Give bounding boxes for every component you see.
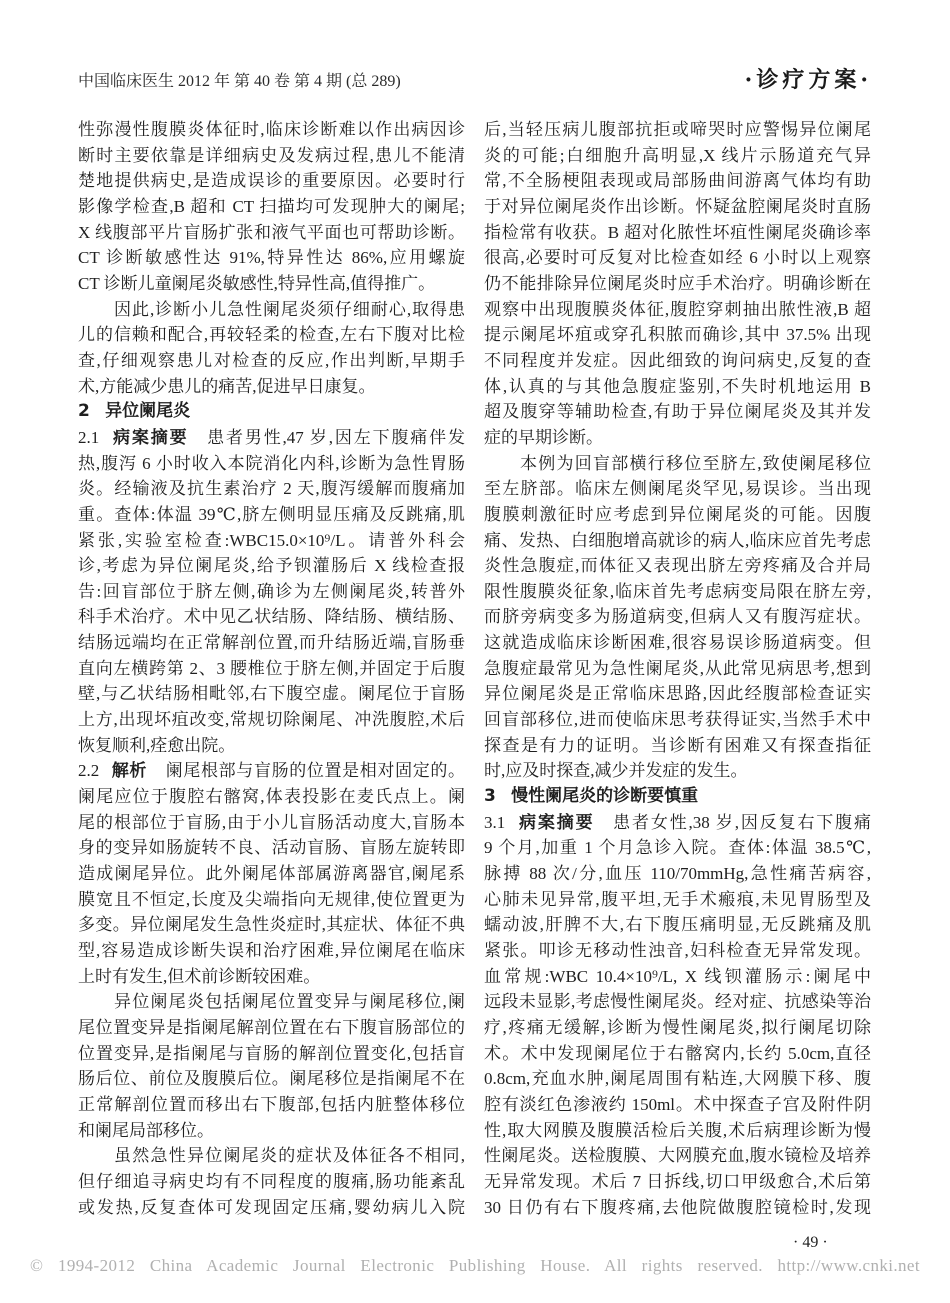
text-line: 膜宽且不恒定,长度及尖端指向无规律,使位置更为 xyxy=(78,889,465,909)
text-line: 诊,考虑为异位阑尾炎,给予钡灌肠后 X 线检查报 xyxy=(78,556,465,576)
text-line: 脉搏 88 次/分,血压 110/70mmHg,急性痛苦病容, xyxy=(484,864,871,884)
text-line: 楚地提供病史,是造成误诊的重要原因。必要时行 xyxy=(78,171,465,191)
running-header-journal: 中国临床医生 2012 年 第 40 卷 第 4 期 (总 289) xyxy=(78,73,401,90)
copyright-notice: © 1994-2012 China Academic Journal Electronic Publishing House. All rights reserved. http://www.cnki.net xyxy=(30,1256,920,1275)
text-line: 30 日仍有右下腹疼痛,去他院做腹腔镜检时,发现 xyxy=(484,1197,871,1217)
text-line: 科手术治疗。术中见乙状结肠、降结肠、横结肠、 xyxy=(78,607,465,627)
text-line: 位置变异,是指阑尾与盲肠的解剖位置变化,包括盲 xyxy=(78,1043,465,1063)
text-line: 异位阑尾炎包括阑尾位置变异与阑尾移位,阑 xyxy=(114,992,465,1012)
text-line: 而脐旁病变多为肠道病变,但病人又有腹泻症状。 xyxy=(484,607,871,627)
text-line: 阑尾应位于腹腔右髂窝,体表投影在麦氏点上。阑 xyxy=(78,787,465,807)
text-line: 不同程度并发症。因此细致的询问病史,反复的查 xyxy=(484,350,871,370)
text-line: 因此,诊断小儿急性阑尾炎须仔细耐心,取得患 xyxy=(114,299,465,319)
text-line: 炎性急腹症,而体征又表现出脐左旁疼痛及合并局 xyxy=(484,556,871,576)
text-line: 但仔细追寻病史均有不同程度的腹痛,肠功能紊乱 xyxy=(78,1171,465,1191)
text-line: 身的变异如肠旋转不良、活动盲肠、盲肠左旋转即 xyxy=(78,838,465,858)
text-line: 痛、发热、白细胞增高就诊的病人,临床应首先考虑 xyxy=(484,530,871,550)
text-line: 仍不能排除异位阑尾炎时应手术治疗。明确诊断在 xyxy=(484,273,871,293)
paragraph xyxy=(78,425,465,759)
text-line: 多变。异位阑尾发生急性炎症时,其症状、体征不典 xyxy=(78,915,465,935)
subsection-label: 病案摘要 xyxy=(517,812,595,833)
text-line: 后,当轻压病儿腹部抗拒或啼哭时应警惕异位阑尾 xyxy=(484,120,871,139)
text-line: 指检常有收获。B 超对化脓性坏疽性阑尾炎确诊率 xyxy=(484,222,871,242)
subsection-number: 2.1 xyxy=(78,427,100,447)
text-line: 上时有发生,但术前诊断较困难。 xyxy=(78,966,321,986)
subsection-number: 3.1 xyxy=(484,812,506,832)
text-line: 查,仔细观察患儿对检查的反应,作出判断,早期手 xyxy=(78,350,465,370)
text-line: 告:回盲部位于脐左侧,确诊为左侧阑尾炎,转普外 xyxy=(78,581,465,601)
text-line: 异位阑尾炎是正常临床思路,因此经腹部检查证实 xyxy=(484,684,871,704)
text-line: 很高,必要时可反复对比检查如经 6 小时以上观察 xyxy=(484,248,871,268)
text-line: 重。查体:体温 39℃,脐左侧明显压痛及反跳痛,肌 xyxy=(78,504,465,524)
text-line: 热,腹泻 6 小时收入本院消化内科,诊断为急性胃肠 xyxy=(78,453,465,473)
text-line: 观察中出现腹膜炎体征,腹腔穿刺抽出脓性液,B 超 xyxy=(484,299,871,319)
text-line: 探查是有力的证明。当诊断有困难又有探查指征 xyxy=(484,735,871,755)
paragraph xyxy=(78,297,465,400)
line-text: 患者男性,47 岁,因左下腹痛伴发 xyxy=(207,427,465,447)
line-text: 阑尾根部与盲肠的位置是相对固定的。 xyxy=(165,761,465,781)
text-line: 恢复顺利,痊愈出院。 xyxy=(78,735,236,755)
text-line: 性弥漫性腹膜炎体征时,临床诊断难以作出病因诊 xyxy=(78,120,465,139)
line-text: 患者女性,38 岁,因反复右下腹痛 xyxy=(613,812,871,832)
text-line: 9 个月,加重 1 个月急诊入院。查体:体温 38.5℃, xyxy=(484,838,871,858)
text-line: 蠕动波,肝脾不大,右下腹压痛明显,无反跳痛及肌 xyxy=(484,915,871,935)
text-line xyxy=(78,425,465,451)
text-line: 这就造成临床诊断困难,很容易误诊肠道病变。但 xyxy=(484,633,871,653)
text-line: X 线腹部平片盲肠扩张和液气平面也可帮助诊断。 xyxy=(78,222,465,242)
text-line: 无异常发现。术后 7 日拆线,切口甲级愈合,术后第 xyxy=(484,1171,871,1191)
text-line: 血常规:WBC 10.4×10⁹/L, X 线钡灌肠示:阑尾中 xyxy=(484,966,871,986)
text-line: 紧张,实验室检查:WBC15.0×10⁹/L。请普外科会 xyxy=(78,530,465,550)
page-number: · 49 · xyxy=(793,1234,828,1251)
text-line: 0.8cm,充血水肿,阑尾周围有粘连,大网膜下移、腹 xyxy=(484,1069,871,1089)
paragraph xyxy=(78,758,465,989)
section-title: 异位阑尾炎 xyxy=(105,401,191,422)
text-line: 紧张。叩诊无移动性浊音,妇科检查无异常发现。 xyxy=(484,941,871,960)
text-line: 急腹症最常见为急性阑尾炎,从此常见病思考,想到 xyxy=(484,658,871,678)
text-line: 影像学检查,B 超和 CT 扫描均可发现肿大的阑尾; xyxy=(78,196,465,216)
right-column xyxy=(484,117,871,1220)
text-line: 症的早期诊断。 xyxy=(484,427,603,447)
text-line: 术。术中发现阑尾位于右髂窝内,长约 5.0cm,直径 xyxy=(484,1043,871,1063)
subsection-number: 2.2 xyxy=(78,761,100,781)
text-line: 超及腹穿等辅助检查,有助于异位阑尾炎及其并发 xyxy=(484,402,871,422)
section-heading xyxy=(484,784,871,810)
text-line: 至左脐部。临床左侧阑尾炎罕见,易误诊。当出现 xyxy=(484,479,871,499)
text-line: 型,容易造成诊断失误和治疗困难,异位阑尾在临床 xyxy=(78,941,465,960)
text-line xyxy=(78,758,465,784)
paragraph xyxy=(484,810,871,1221)
text-line: 炎的可能;白细胞升高明显,X 线片示肠道充气异 xyxy=(484,145,871,165)
text-line: 正常解剖位置而移出右下腹部,包括内脏整体移位 xyxy=(78,1094,465,1114)
text-line: 炎。经输液及抗生素治疗 2 天,腹泻缓解而腹痛加 xyxy=(78,479,465,499)
text-line: 于对异位阑尾炎作出诊断。怀疑盆腔阑尾炎时直肠 xyxy=(484,196,871,216)
section-number: 3 xyxy=(484,786,496,807)
text-line: 本例为回盲部横行移位至脐左,致使阑尾移位 xyxy=(520,453,871,473)
section-heading xyxy=(78,399,465,425)
text-line: 或发热,反复查体可发现固定压痛,婴幼病儿入院 xyxy=(78,1197,465,1217)
text-line: 尾的根部位于盲肠,由于小儿盲肠活动度大,盲肠本 xyxy=(78,812,465,832)
subsection-label: 病案摘要 xyxy=(111,427,189,448)
paragraph xyxy=(484,117,871,451)
running-header-section: ·诊疗方案· xyxy=(744,67,872,93)
section-number: 2 xyxy=(78,401,90,422)
text-line: 腔有淡红色渗液约 150ml。术中探查子宫及附件阴 xyxy=(484,1094,871,1114)
text-line: 断时主要依靠是详细病史及发病过程,患儿不能清 xyxy=(78,145,465,165)
text-line xyxy=(484,810,871,836)
text-line: CT 诊断敏感性达 91%,特异性达 86%,应用螺旋 xyxy=(78,248,465,268)
text-line: 性阑尾炎。送检腹膜、大网膜充血,腹水镜检及培养 xyxy=(484,1146,871,1166)
text-line: 和阑尾局部移位。 xyxy=(78,1120,214,1140)
text-line: 性,取大网膜及腹膜活检后关腹,术后病理诊断为慢 xyxy=(484,1120,871,1140)
text-line: 限性腹膜炎征象,临床首先考虑病变局限在脐左旁, xyxy=(484,581,871,601)
text-line: 腹膜刺激征时应考虑到异位阑尾炎的可能。因腹 xyxy=(484,504,871,524)
paragraph xyxy=(78,1143,465,1220)
paragraph xyxy=(78,989,465,1143)
text-line: 常,不全肠梗阻表现或局部肠曲间游离气体均有助 xyxy=(484,171,871,191)
text-line: 儿的信赖和配合,再较轻柔的检查,左右下腹对比检 xyxy=(78,325,465,345)
text-line: 上方,出现坏疽改变,常规切除阑尾、冲洗腹腔,术后 xyxy=(78,710,465,730)
text-line: 疗,疼痛无缓解,诊断为慢性阑尾炎,拟行阑尾切除 xyxy=(484,1017,871,1037)
text-line: 虽然急性异位阑尾炎的症状及体征各不相同, xyxy=(114,1146,465,1166)
text-line: 远段未显影,考虑慢性阑尾炎。经对症、抗感染等治 xyxy=(484,992,871,1012)
text-line: 尾位置变异是指阑尾解剖位置在右下腹盲肠部位的 xyxy=(78,1017,465,1037)
section-title: 慢性阑尾炎的诊断要慎重 xyxy=(511,786,699,807)
left-column xyxy=(78,117,465,1220)
text-line: 壁,与乙状结肠相毗邻,右下腹空虚。阑尾位于盲肠 xyxy=(78,684,465,704)
text-line: 肠后位、前位及腹膜后位。阑尾移位是指阑尾不在 xyxy=(78,1069,465,1089)
text-line: 心肺未见异常,腹平坦,无手术瘢痕,未见胃肠型及 xyxy=(484,889,871,909)
text-line: 体,认真的与其他急腹症鉴别,不失时机地运用 B xyxy=(484,376,871,396)
text-line: 回盲部移位,进而使临床思考获得证实,当然手术中 xyxy=(484,710,871,730)
text-line: 结肠远端均在正常解剖位置,而升结肠近端,盲肠垂 xyxy=(78,633,465,653)
text-line: 时,应及时探查,减少并发症的发生。 xyxy=(484,761,748,781)
text-line: 术,方能减少患儿的痛苦,促进早日康复。 xyxy=(78,376,376,396)
paragraph xyxy=(484,451,871,785)
paragraph xyxy=(78,117,465,297)
subsection-label: 解析 xyxy=(111,761,148,782)
text-line: CT 诊断儿童阑尾炎敏感性,特异性高,值得推广。 xyxy=(78,273,436,293)
text-line: 提示阑尾坏疽或穿孔积脓而确诊,其中 37.5% 出现 xyxy=(484,325,871,345)
text-line: 造成阑尾异位。此外阑尾体部属游离器官,阑尾系 xyxy=(78,864,465,884)
text-line: 直向左横跨第 2、3 腰椎位于脐左侧,并固定于后腹 xyxy=(78,658,465,678)
